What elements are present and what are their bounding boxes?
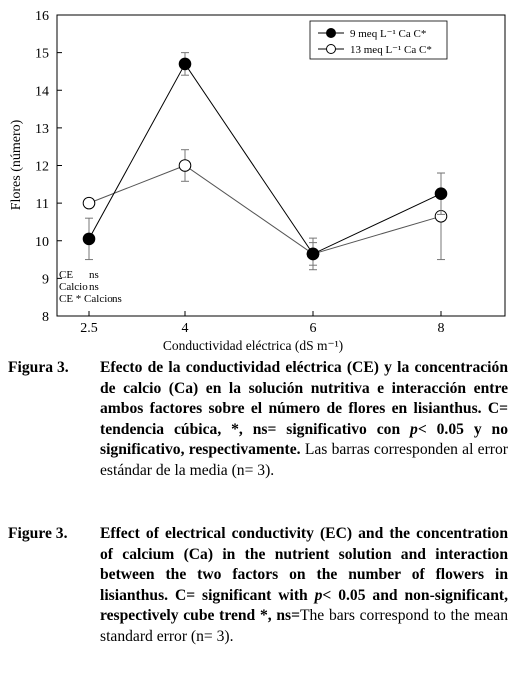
y-tick-label: 8 bbox=[42, 310, 49, 325]
x-tick-label: 8 bbox=[437, 321, 445, 336]
x-axis-ticks bbox=[80, 311, 444, 336]
x-tick-label: 2.5 bbox=[80, 321, 98, 336]
y-tick-label: 12 bbox=[35, 159, 49, 175]
y-tick-label: 15 bbox=[35, 46, 49, 62]
legend-label-2: 13 meq L⁻¹ Ca C* bbox=[350, 44, 432, 56]
y-axis-ticks bbox=[35, 9, 62, 325]
x-tick-label: 4 bbox=[181, 321, 189, 336]
caption-en-bold: Effect of electrical conductivity (EC) and the concentration of calcium (Ca) in the nutrient solution and interaction between the two factors on the number of flowers in lisianthus. C= significant with bbox=[100, 525, 508, 604]
series-layer bbox=[83, 53, 447, 270]
plot-frame bbox=[57, 15, 505, 316]
legend-marker-1 bbox=[327, 29, 336, 38]
caption-en-text bbox=[100, 524, 508, 647]
y-tick-label: 13 bbox=[35, 121, 49, 137]
y-tick-label: 9 bbox=[42, 272, 49, 288]
data-point bbox=[83, 197, 95, 209]
series-line-1 bbox=[89, 64, 441, 254]
caption-en-bold-2: < 0.05 and non-significant, respectively cube trend *, ns= bbox=[100, 586, 508, 624]
stats-annotations bbox=[59, 269, 122, 305]
x-axis-label: Conductividad eléctrica (dS m⁻¹) bbox=[162, 338, 344, 353]
annotation-value: ns bbox=[89, 269, 99, 281]
annotation-label: CE bbox=[59, 269, 74, 281]
caption-es-bold: Efecto de la conductividad eléctrica (CE) y la concentración de calcio (Ca) en la solución nutritiva e interacción entre ambos factores sobre el número de flores en lisianthus. C= tendencia cúbica, *, ns= significativo con bbox=[100, 359, 508, 438]
legend-label-1: 9 meq L⁻¹ Ca C* bbox=[350, 28, 427, 40]
data-point bbox=[179, 58, 191, 70]
caption-spanish bbox=[8, 358, 508, 481]
caption-en-plain: The bars correspond to the mean standard error (n= 3). bbox=[100, 607, 509, 645]
caption-es-plain: Las barras corresponden al error estándar de la media (n= 3). bbox=[100, 441, 508, 479]
legend-marker-2 bbox=[327, 45, 336, 54]
annotation-label: CE * Calcio bbox=[59, 293, 113, 305]
y-tick-label: 14 bbox=[35, 84, 49, 100]
caption-es-text bbox=[100, 358, 508, 481]
annotation-label: Calcio bbox=[59, 281, 88, 293]
y-tick-label: 10 bbox=[35, 234, 49, 250]
annotation-value: ns bbox=[89, 281, 99, 293]
data-point bbox=[435, 188, 447, 200]
data-point bbox=[83, 233, 95, 245]
caption-es-p: p bbox=[410, 420, 418, 438]
y-tick-label: 16 bbox=[35, 9, 49, 24]
series-line-2 bbox=[89, 166, 441, 254]
caption-es-bold-2: < 0.05 y no significativo, respectivamente. bbox=[100, 420, 508, 458]
y-axis-label: Flores (número) bbox=[9, 119, 24, 211]
legend bbox=[310, 21, 447, 59]
y-tick-label: 11 bbox=[35, 197, 49, 213]
caption-en-p: p bbox=[314, 586, 323, 604]
annotation-value: ns bbox=[112, 293, 122, 305]
caption-es-label: Figura 3. bbox=[8, 359, 69, 376]
x-tick-label: 6 bbox=[309, 321, 317, 336]
data-point bbox=[307, 248, 319, 260]
caption-en-label: Figure 3. bbox=[8, 525, 68, 542]
caption-english bbox=[8, 524, 508, 647]
data-point bbox=[179, 160, 191, 172]
